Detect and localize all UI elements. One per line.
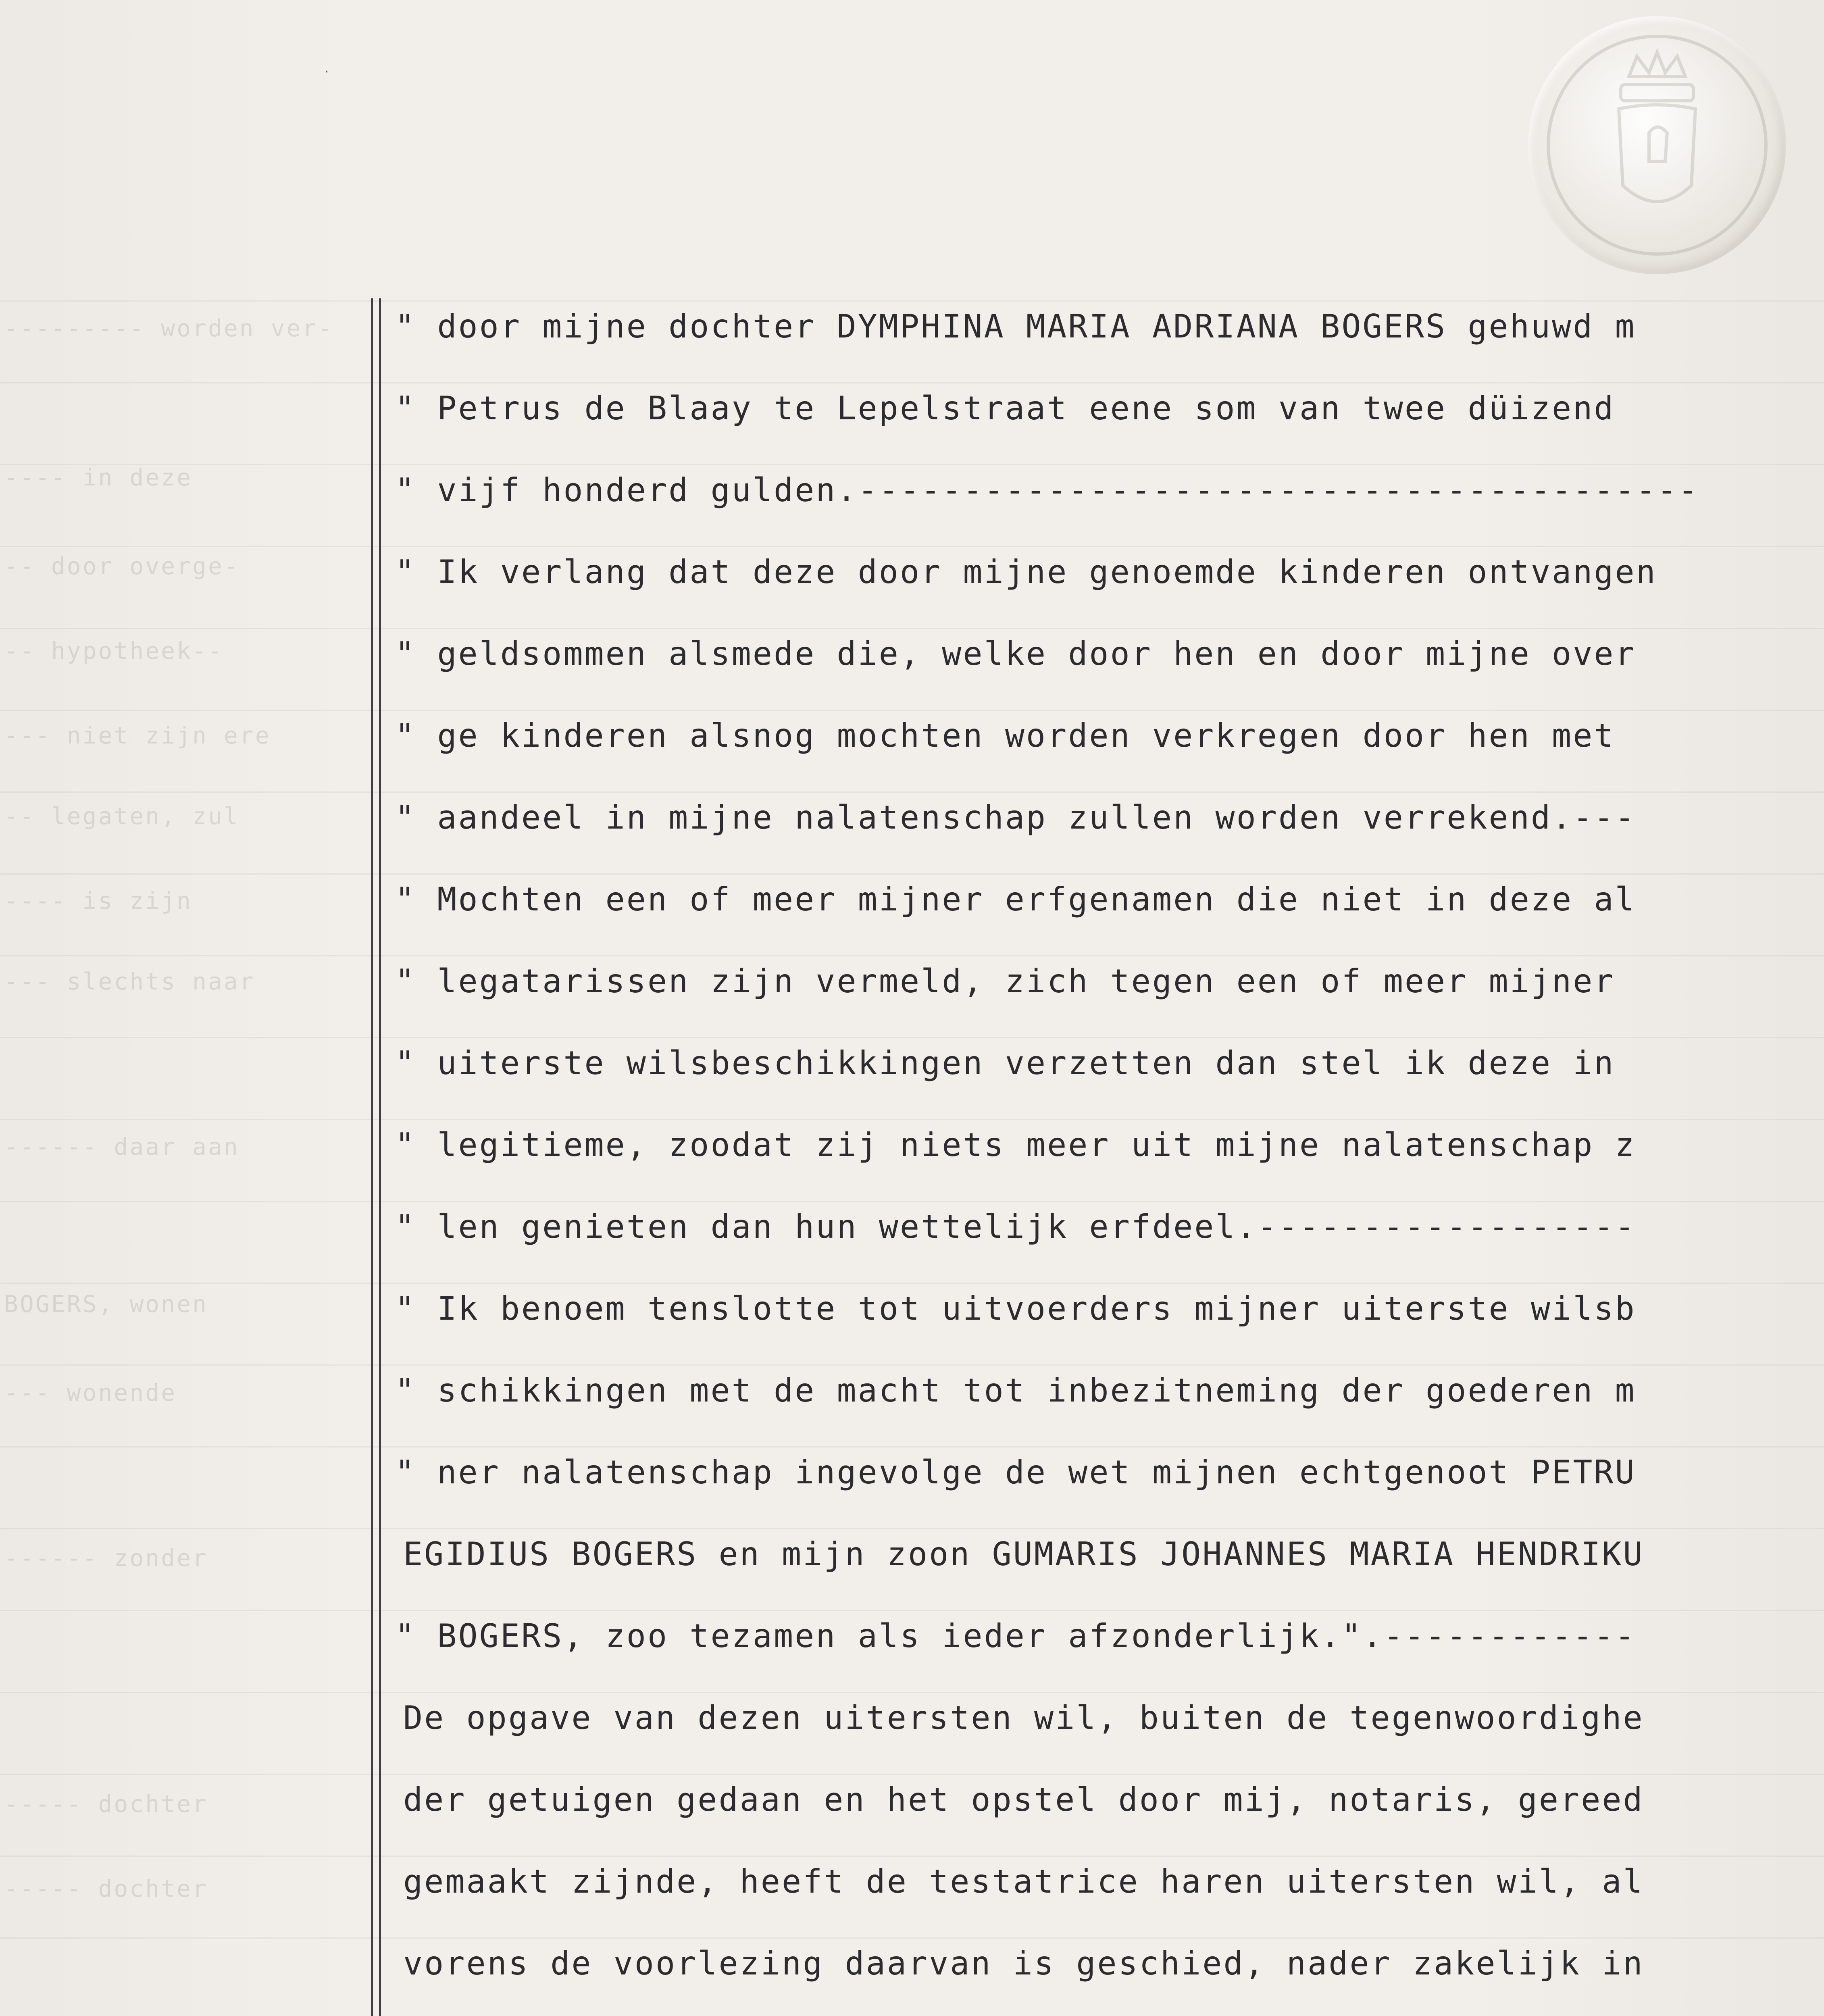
text-line: " len genieten dan hun wettelijk erfdeel.------------------ (395, 1208, 1636, 1245)
ghost-line: ---- is zijn (4, 887, 193, 914)
ghost-line: --- niet zijn ere (4, 722, 271, 749)
text-line: " legatarissen zijn vermeld, zich tegen een of meer mijner (395, 962, 1615, 1000)
ghost-line: -- legaten, zul (4, 802, 239, 830)
text-line: der getuigen gedaan en het opstel door mij, notaris, gereed (403, 1781, 1644, 1818)
ghost-line: --------- worden ver- (4, 314, 334, 342)
ghost-line: BOGERS, wonen (4, 1290, 208, 1318)
margin-rule-inner (379, 298, 381, 2016)
text-line: " Petrus de Blaay te Lepelstraat eene som van twee düizend (395, 389, 1615, 427)
text-line: EGIDIUS BOGERS en mijn zoon GUMARIS JOHANNES MARIA HENDRIKU (403, 1535, 1644, 1573)
text-line: " uiterste wilsbeschikkingen verzetten dan stel ik deze in (395, 1044, 1615, 1082)
text-line: vorens de voorlezing daarvan is geschied, nader zakelijk in (403, 1945, 1644, 1982)
page-mark: ˙ (323, 69, 331, 87)
ghost-line: -- door overge- (4, 552, 239, 580)
text-line: " vijf honderd gulden.---------------------------------------- (395, 471, 1699, 509)
text-line: " schikkingen met de macht tot inbezitneming der goederen m (395, 1372, 1636, 1409)
text-line: " aandeel in mijne nalatenschap zullen worden verrekend.--- (395, 799, 1636, 836)
text-line: " ner nalatenschap ingevolge de wet mijnen echtgenoot PETRU (395, 1454, 1636, 1491)
text-line: gemaakt zijnde, heeft de testatrice haren uitersten wil, al (403, 1863, 1644, 1900)
text-line: De opgave van dezen uitersten wil, buiten de tegenwoordighe (403, 1699, 1644, 1737)
ghost-line: --- wonende (4, 1379, 177, 1406)
ghost-line: ---- in deze (4, 464, 193, 491)
ghost-line: ------ daar aan (4, 1133, 239, 1160)
text-line: " door mijne dochter DYMPHINA MARIA ADRIANA BOGERS gehuwd m (395, 308, 1636, 345)
ghost-line: -- hypotheek-- (4, 637, 224, 664)
ghost-line: ----- dochter (4, 1875, 208, 1902)
text-line: " geldsommen alsmede die, welke door hen en door mijne over (395, 635, 1636, 673)
text-line: " Ik verlang dat deze door mijne genoemde kinderen ontvangen (395, 553, 1657, 591)
bleed-through-text (4, 0, 351, 2016)
embossed-seal (1528, 16, 1786, 274)
text-line: " BOGERS, zoo tezamen als ieder afzonderlijk.".------------ (395, 1617, 1636, 1655)
text-line: " Ik benoem tenslotte tot uitvoerders mijner uiterste wilsb (395, 1290, 1636, 1327)
ghost-line: --- slechts naar (4, 968, 255, 995)
ghost-line: ------ zonder (4, 1544, 208, 1572)
text-line: " ge kinderen alsnog mochten worden verkregen door hen met (395, 717, 1615, 754)
ghost-line: ----- dochter (4, 1790, 208, 1818)
text-line: " Mochten een of meer mijner erfgenamen die niet in deze al (395, 881, 1636, 918)
margin-rule-outer (371, 298, 373, 2016)
text-line: " legitieme, zoodat zij niets meer uit mijne nalatenschap z (395, 1126, 1636, 1164)
crown-crest-icon (1528, 16, 1786, 274)
